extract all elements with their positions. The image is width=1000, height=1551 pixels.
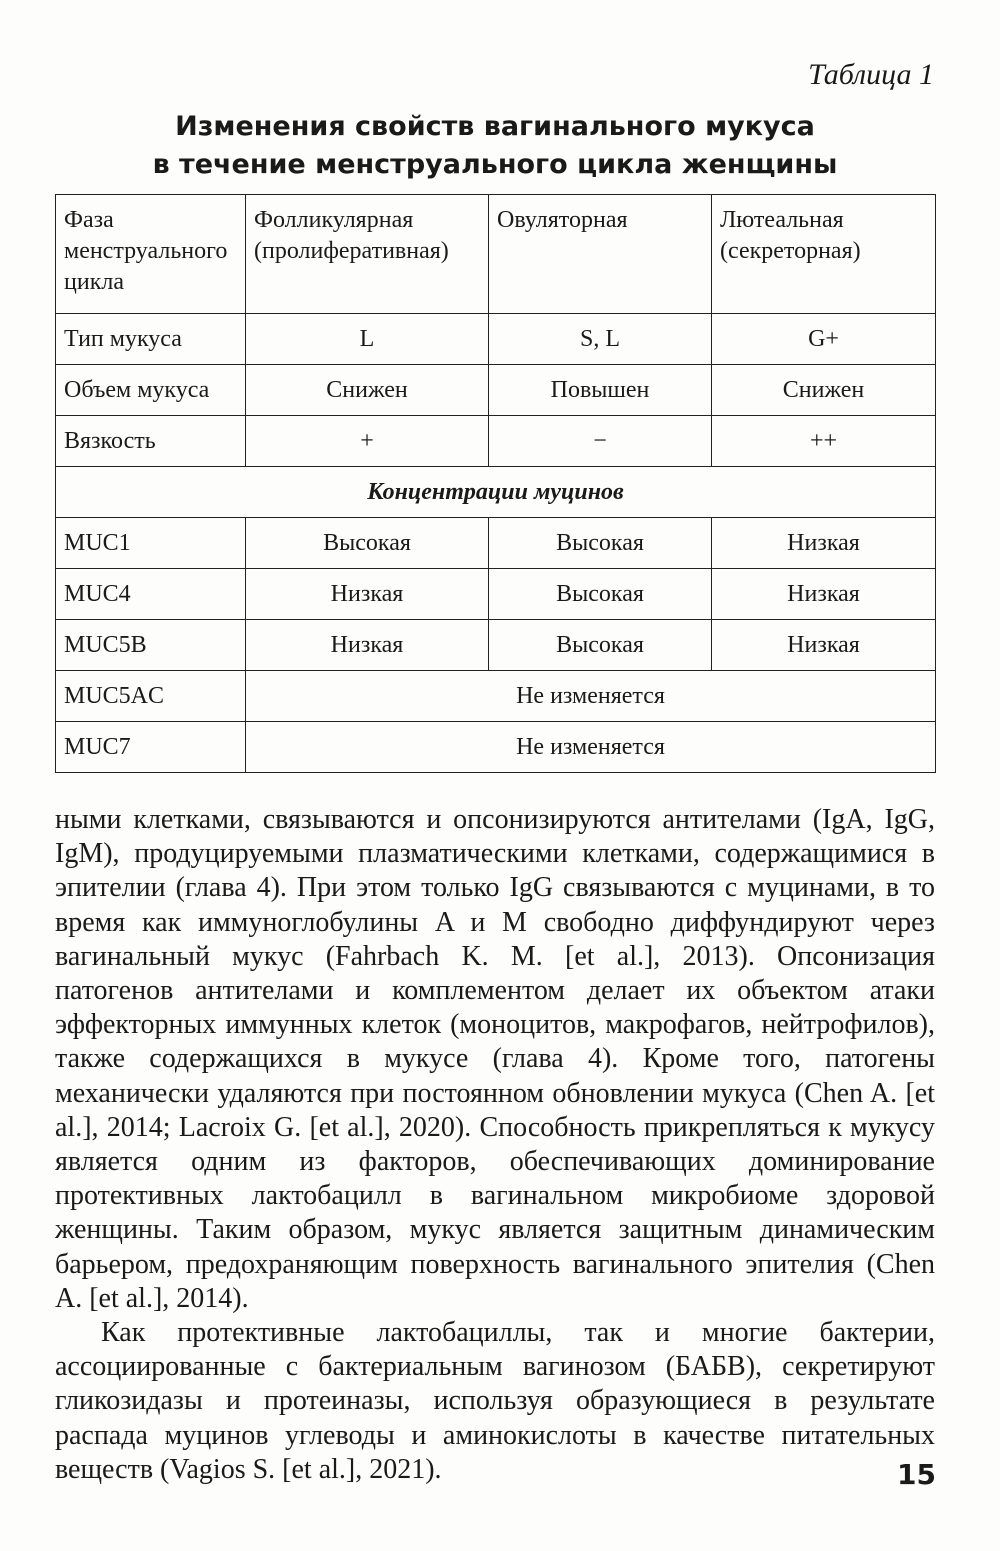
table-row — [56, 416, 936, 467]
cell-luteal: Низкая — [712, 620, 936, 671]
row-label: MUC5B — [56, 620, 246, 671]
table-row — [56, 671, 936, 722]
cell-follicular: Низкая — [246, 569, 489, 620]
cell-ovulatory: S, L — [489, 314, 712, 365]
cell-ovulatory: Повышен — [489, 365, 712, 416]
cell-luteal: Снижен — [712, 365, 936, 416]
cell-luteal: Низкая — [712, 518, 936, 569]
header-follicular: Фолликулярная (пролиферативная) — [246, 195, 489, 314]
row-label: MUC4 — [56, 569, 246, 620]
section-row — [56, 467, 936, 518]
cell-follicular: + — [246, 416, 489, 467]
row-label: MUC7 — [56, 722, 246, 773]
row-label: MUC1 — [56, 518, 246, 569]
table-title-line-1: Изменения свойств вагинального мукуса — [175, 111, 815, 142]
cell-ovulatory: Высокая — [489, 518, 712, 569]
cell-luteal: G+ — [712, 314, 936, 365]
mucus-properties-table — [55, 194, 936, 773]
cell-follicular: Снижен — [246, 365, 489, 416]
table-title — [55, 108, 935, 184]
row-label: Тип мукуса — [56, 314, 246, 365]
cell-follicular: Высокая — [246, 518, 489, 569]
section-label-mucin-concentrations: Концентрации муцинов — [56, 467, 936, 518]
cell-ovulatory: Высокая — [489, 569, 712, 620]
cell-merged-value: Не изменяется — [246, 722, 936, 773]
page-number: 15 — [897, 1458, 936, 1491]
cell-follicular: Низкая — [246, 620, 489, 671]
cell-luteal: Низкая — [712, 569, 936, 620]
header-phase: Фаза менструального цикла — [56, 195, 246, 314]
table-row — [56, 722, 936, 773]
paragraph: Как протективные лактобациллы, так и многие бактерии, ассоциированные с бактериальным вагинозом (БАБВ), секретируют гликозидазы и протеиназы, используя образующиеся в результате распада муцинов углеводы и аминокислоты в качестве питательных веществ (Vagios S. [et al.], 2021). — [55, 1317, 935, 1485]
table-row — [56, 620, 936, 671]
row-label: Вязкость — [56, 416, 246, 467]
header-luteal: Лютеальная (секреторная) — [712, 195, 936, 314]
cell-follicular: L — [246, 314, 489, 365]
paragraph: ными клетками, связываются и опсонизируются антителами (IgA, IgG, IgM), продуцируемыми плазматическими клетками, содержащимися в эпителии (глава 4). При этом только IgG связываются с муцинами, в то время как иммуноглобулины A и M свободно диффундируют через вагинальный мукус (Fahrbach K. M. [et al.], 2013). Опсонизация патогенов антителами и комплементом делает их объектом атаки эффекторных иммунных клеток (моноцитов, макрофагов, нейтрофилов), также содержащихся в мукусе (глава 4). Кроме того, патогены механически удаляются при постоянном обновлении мукуса (Chen A. [et al.], 2014; Lacroix G. [et al.], 2020). Способность прикрепляться к мукусу является одним из факторов, обеспечивающих доминирование протективных лактобацилл в вагинальном микробиоме здоровой женщины. Таким образом, мукус является защитным динамическим барьером, предохраняющим поверхность вагинального эпителия (Chen A. [et al.], 2014). — [55, 804, 935, 1314]
table-caption: Таблица 1 — [808, 58, 934, 91]
cell-luteal: ++ — [712, 416, 936, 467]
table-row — [56, 365, 936, 416]
table-row — [56, 314, 936, 365]
cell-ovulatory: Высокая — [489, 620, 712, 671]
table-row — [56, 569, 936, 620]
row-label: MUC5AC — [56, 671, 246, 722]
table-title-line-2: в течение менструального цикла женщины — [152, 149, 838, 180]
body-text — [55, 803, 935, 1487]
table-header-row — [56, 195, 936, 314]
header-ovulatory: Овуляторная — [489, 195, 712, 314]
cell-ovulatory: − — [489, 416, 712, 467]
cell-merged-value: Не изменяется — [246, 671, 936, 722]
row-label: Объем мукуса — [56, 365, 246, 416]
table-row — [56, 518, 936, 569]
